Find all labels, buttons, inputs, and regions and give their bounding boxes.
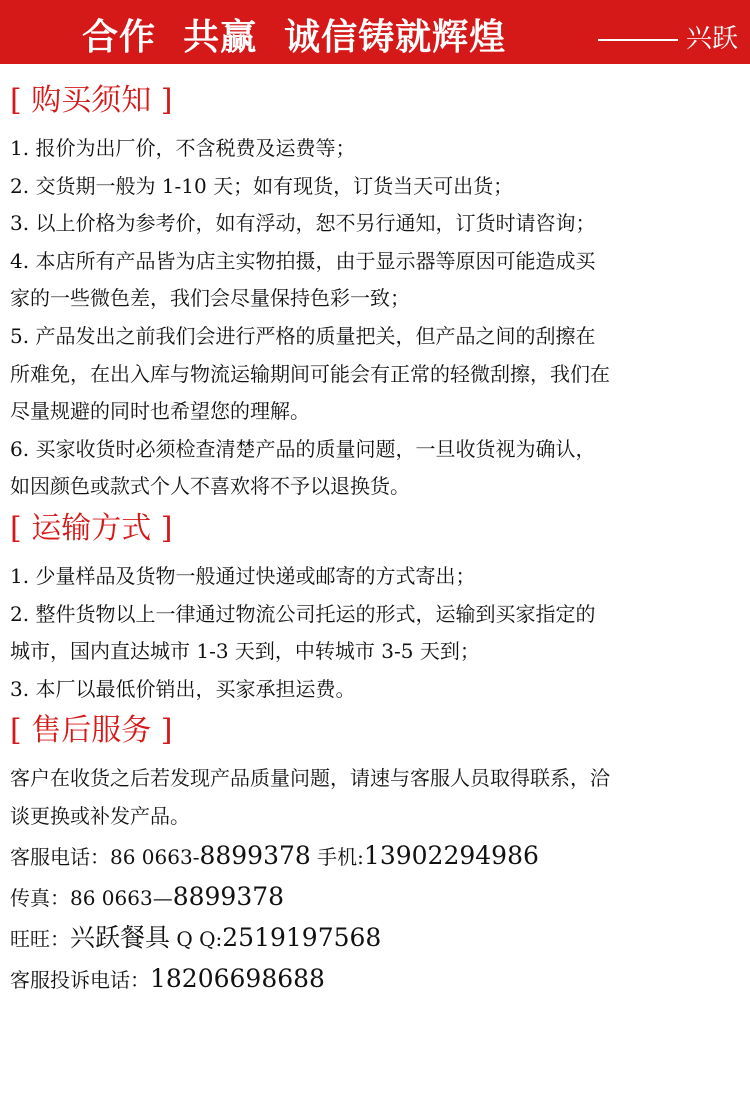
fax-row (10, 877, 745, 918)
section-title-purchase: [ 购买须知 ] (10, 83, 173, 118)
service-phone-number: 8899378 (199, 840, 311, 870)
list-item: 尽量规避的同时也希望您的理解。 (10, 399, 310, 424)
complaint-phone-row (10, 959, 745, 1000)
shipping-list (10, 558, 745, 708)
list-item: 2. 整件货物以上一律通过物流公司托运的形式，运输到买家指定的 (10, 601, 596, 626)
slogan-heading: 合作 共赢 诚信铸就辉煌 (82, 17, 507, 58)
wangwang-row (10, 918, 745, 959)
signature (598, 18, 738, 55)
notice-content (10, 78, 745, 1000)
complaint-label: 客服投诉电话： (10, 967, 150, 992)
wangwang-label: 旺旺： (10, 926, 70, 951)
list-item: 1. 少量样品及货物一般通过快递或邮寄的方式寄出； (10, 563, 476, 588)
service-phone-row (10, 836, 745, 877)
qq-label: Q Q: (170, 926, 223, 951)
wangwang-name: 兴跃餐具 (70, 922, 171, 952)
list-item: 家的一些微色差，我们会尽量保持色彩一致； (10, 286, 410, 311)
fax-number: 8899378 (172, 881, 285, 911)
list-item: 3. 以上价格为参考价，如有浮动，恕不另行通知，订货时请咨询； (10, 211, 596, 236)
list-item: 如因颜色或款式个人不喜欢将不予以退换货。 (10, 474, 410, 499)
section-title-aftersale: [ 售后服务 ] (10, 713, 173, 749)
list-item: 3. 本厂以最低价销出，买家承担运费。 (10, 676, 356, 701)
list-item: 所难免，在出入库与物流运输期间可能会有正常的轻微刮擦，我们在 (10, 361, 610, 386)
purchase-list (10, 130, 745, 506)
qq-number: 2519197568 (222, 922, 382, 952)
list-item: 2. 交货期一般为 1-10 天；如有现货，订货当天可出货； (10, 173, 514, 198)
signature-dash (598, 39, 678, 41)
mobile-label: 手机: (310, 844, 364, 869)
list-item: 5. 产品发出之前我们会进行严格的质量把关，但产品之间的刮擦在 (10, 323, 596, 348)
aftersale-text (10, 760, 745, 835)
header-banner (0, 0, 750, 64)
fax-label: 传真：86 0663— (10, 885, 173, 910)
list-item: 城市，国内直达城市 1-3 天到，中转城市 3-5 天到； (10, 639, 480, 664)
list-item: 6. 买家收货时必须检查清楚产品的质量问题，一旦收货视为确认， (10, 436, 596, 461)
paragraph-line: 客户在收货之后若发现产品质量问题，请速与客服人员取得联系，洽 (10, 766, 610, 791)
contact-block (10, 836, 745, 1000)
section-title-shipping: [ 运输方式 ] (10, 510, 173, 546)
list-item: 4. 本店所有产品皆为店主实物拍摄，由于显示器等原因可能造成买 (10, 248, 596, 273)
mobile-number: 13902294986 (363, 840, 539, 870)
list-item: 1. 报价为出厂价，不含税费及运费等； (10, 136, 356, 160)
complaint-number: 18206698688 (150, 963, 325, 993)
service-phone-label: 客服电话：86 0663- (10, 844, 200, 869)
paragraph-line: 谈更换或补发产品。 (10, 803, 190, 828)
signature-text: 兴跃 (685, 24, 738, 54)
